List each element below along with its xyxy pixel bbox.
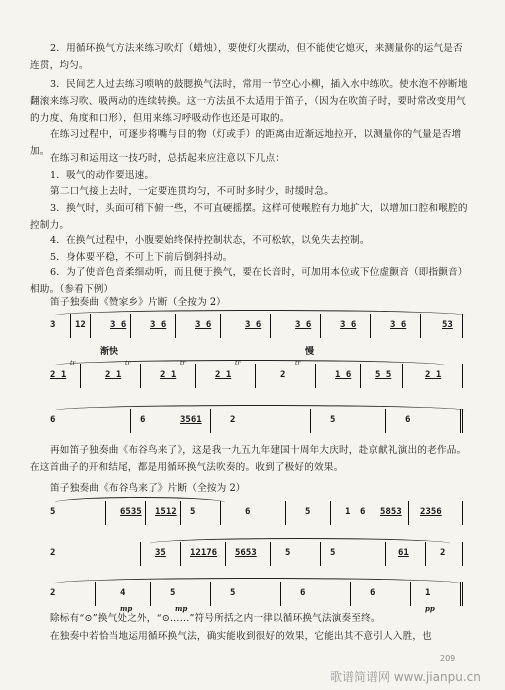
staff-note: 3 6 [340, 320, 357, 330]
staff-note: 1 [425, 588, 431, 598]
staff-note: 3 [50, 320, 56, 330]
staff-note: 5 [170, 588, 176, 598]
staff-note: 2356 [420, 507, 442, 517]
staff-note: 2 [440, 548, 446, 558]
staff-note: 6 [50, 415, 56, 425]
staff-line-2: tr 2 1 tr 2 1 tr 2 1 tr 2 1 tr 2 1 6 5 5 2 1 [30, 360, 470, 396]
staff-note: 53 [442, 320, 453, 330]
staff-line-1 [30, 310, 470, 346]
point-4: 4．在换气过程中，小腹要始终保持控制状态，不可松软，以免失去控制。 [50, 235, 370, 246]
paragraph-closing: 在独奏中若恰当地运用循环换气法，确实能收到很好的效果，它能出其不意引人入胜，也 [50, 631, 432, 642]
staff-note: 61 [398, 548, 409, 558]
staff-note: 5 [330, 415, 336, 425]
staff-note: 2 [280, 370, 286, 380]
staff-note: 12 [75, 320, 86, 330]
paragraph-3: 3．民间艺人过去练习唢呐的鼓腮换气法时，常用一节空心小柳，插入水中练吹。使水泡不停断地翻滚来练习吹、吸两动的连续转换。这一方法虽不太适用于笛子，（因为在吹笛子时，要时常改变用气的力度、角度和口形），但用来练习呼吸动作也还是可取的。 [30, 79, 468, 124]
point-2: 第二口气接上去时，一定要连贯均匀，不可时多时少，时缓时急。 [50, 186, 335, 197]
staff-note: 6 [245, 507, 251, 517]
staff-note: 1512 [155, 507, 177, 517]
staff-note: 5 [50, 507, 56, 517]
staff-line-4 [30, 497, 470, 533]
staff-note: 2 1 [425, 370, 442, 380]
staff-note: 6 [140, 415, 146, 425]
staff-note: 5 [230, 588, 236, 598]
tempo-mark-slow: 慢 [305, 347, 315, 357]
paragraph-example-2: 再如笛子独奏曲《布谷鸟来了》，这是我一九五九年建国十周年大庆时，赴京献礼演出的老作品。在这首曲子的开和结尾，都是用循环换气法吹奏的。收到了极好的效果。 [30, 445, 467, 473]
staff-note: 12176 [190, 548, 218, 558]
staff-note: 3 6 [295, 320, 312, 330]
staff-note: 5 5 [375, 370, 392, 380]
point-3: 3．换气时，头面可稍下俯一些，不可直硬摇摆。这样可使喉腔有力地扩大，以增加口腔和喉腔的控制力。 [30, 203, 468, 231]
paragraph-practice: 在练习过程中，可逐步将嘴与目的物（灯或手）的距离由近渐远地拉开，以测量你的气量是否增加。 [30, 129, 462, 157]
paragraph-breath-note: 除标有“⊙”换气处之外，“⊙……”符号所括之内一律以循环换气法演奏至终。 [50, 613, 381, 624]
staff-note: 3 6 [390, 320, 407, 330]
point-5: 5．身体要平稳，不可上下前后倒斜抖动。 [50, 252, 233, 263]
paragraph-summary: 在练习和运用这一技巧时，总括起来应注意以下几点： [50, 153, 286, 164]
staff-line-3 [30, 405, 470, 441]
dynamic-mark: mp [120, 604, 133, 613]
point-6: 6．为了使音色音柔细动听，而且便于换气，要在长音时，可加用本位或下位虚颤音（即指颤音）相助。（参看下例） [30, 267, 468, 295]
staff-note: 4 [120, 588, 126, 598]
staff-note: 3 6 [110, 320, 127, 330]
watermark: 歌谱简谱网 www.jianpu.cn [330, 670, 481, 684]
page-number: 209 [440, 654, 456, 663]
staff-note: 1 [345, 507, 351, 517]
example-2-heading: 笛子独奏曲《布谷鸟来了》片断（全按为 2） [50, 483, 246, 494]
staff-note: 5 [330, 548, 336, 558]
tempo-mark-accel: 渐快 [100, 347, 119, 357]
staff-line-5 [30, 538, 470, 574]
staff-note: 6 [405, 415, 411, 425]
staff-note: 5 [190, 507, 196, 517]
staff-note: 5653 [235, 548, 257, 558]
staff-note: 35 [155, 548, 166, 558]
staff-note: 5 [305, 507, 311, 517]
staff-note: 6535 [120, 507, 142, 517]
staff-note: 2 1 [160, 370, 177, 380]
staff-note: 2 [50, 548, 56, 558]
staff-note: 3 6 [195, 320, 212, 330]
staff-note: 6 [300, 588, 306, 598]
staff-note: 2 1 [215, 370, 232, 380]
staff-note: 2 1 [105, 370, 122, 380]
staff-note: 2 [230, 415, 236, 425]
staff-note: 5 [285, 548, 291, 558]
staff-line-6 [30, 578, 470, 614]
staff-note: 6 [360, 507, 366, 517]
staff-note: 3 6 [150, 320, 167, 330]
staff-note: 3 6 [245, 320, 262, 330]
dynamic-mark: pp [425, 604, 435, 613]
staff-note: 2 1 [50, 370, 67, 380]
staff-note: 5853 [380, 507, 402, 517]
staff-note: 3561 [180, 415, 202, 425]
staff-note: 6 [370, 588, 376, 598]
staff-note: 2 [50, 588, 56, 598]
example-1-heading: 笛子独奏曲《赞家乡》片断（全按为 2） [50, 297, 226, 308]
paragraph-2: 2．用循环换气方法来练习吹灯（蜡烛），要使灯火摆动，但不能使它熄灭，来测量你的运气是否连贯，均匀。 [30, 43, 463, 71]
staff-note: 1 6 [335, 370, 352, 380]
dynamic-mark: mp [175, 604, 188, 613]
point-1: 1．吸气的动作要迅速。 [50, 170, 155, 181]
